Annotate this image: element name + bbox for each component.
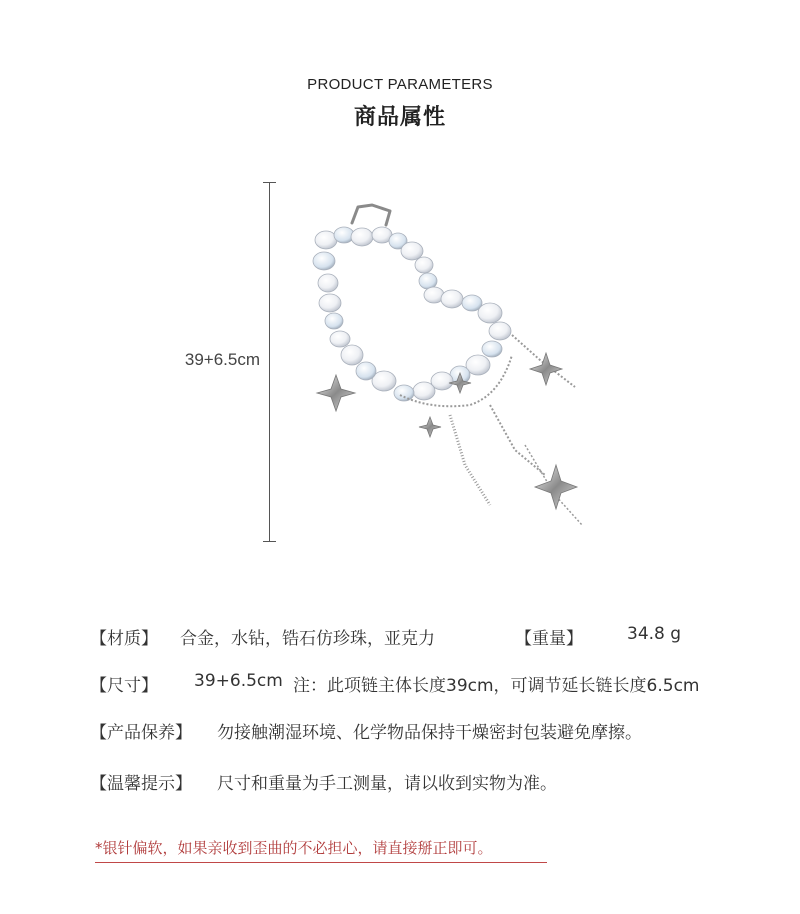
size-label: 【尺寸】 <box>90 676 158 696</box>
footer-note: *银针偏软，如果亲收到歪曲的不必担心，请直接掰正即可。 <box>95 839 493 857</box>
header-title-cn: 商品属性 <box>353 105 446 130</box>
measure-line <box>269 182 270 542</box>
tips-value: 尺寸和重量为手工测量，请以收到实物为准。 <box>217 774 557 794</box>
size-value: 39+6.5cm <box>194 671 283 691</box>
material-value: 合金，水钻，锆石仿珍珠，亚克力 <box>180 629 435 649</box>
measure-label: 39+6.5cm <box>184 350 260 369</box>
measure-bottom-cap <box>263 541 276 542</box>
footer-note-underline <box>95 862 547 863</box>
size-note: 注：此项链主体长度39cm，可调节延长链长度6.5cm <box>293 676 700 696</box>
care-label: 【产品保养】 <box>90 723 192 743</box>
care-value: 勿接触潮湿环境、化学物品保持干燥密封包装避免摩擦。 <box>217 723 642 743</box>
weight-value: 34.8 g <box>627 624 682 644</box>
necklace-image <box>300 195 600 525</box>
header-title-en: PRODUCT PARAMETERS <box>307 76 493 93</box>
tips-label: 【温馨提示】 <box>90 774 192 794</box>
material-label: 【材质】 <box>90 629 158 649</box>
weight-label: 【重量】 <box>515 629 583 649</box>
